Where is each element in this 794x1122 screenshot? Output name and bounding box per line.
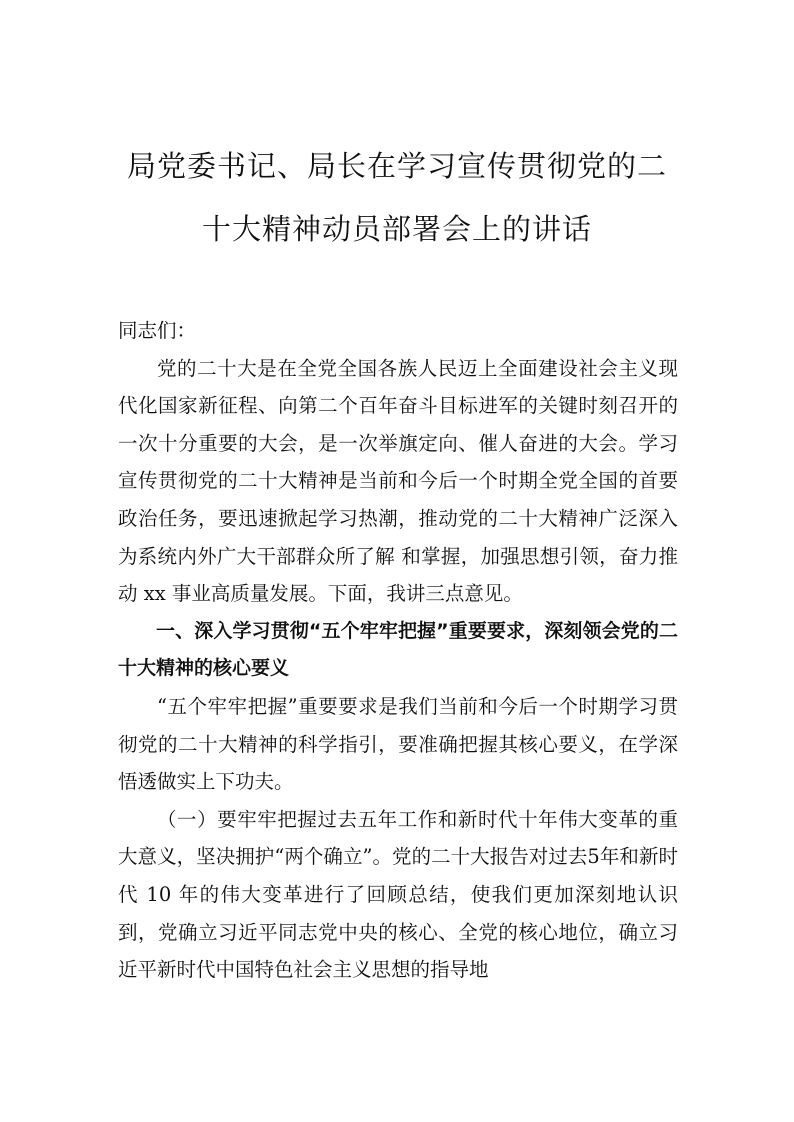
document-title-line-1: 局党委书记、局长在学习宣传贯彻党的二	[126, 149, 667, 183]
section-heading: 一、深入学习贯彻“五个牢牢把握”重要要求，深刻领会党的二十大精神的核心要义	[118, 619, 678, 680]
salutation: 同志们：	[118, 319, 197, 342]
subsection-paragraph: （一）要牢牢把握过去五年工作和新时代十年伟大变革的重大意义，坚决拥护“两个确立”。党的二十大报告对过去5年和新时代 10 年的伟大变革进行了回顾总结，使我们更加深刻地认识到，党确立习近平同志党中央的核心、全党的核心地位，确立习近平新时代中国特色社会主义思想的指导地	[118, 807, 678, 982]
body-paragraph: 党的二十大是在全党全国各族人民迈上全面建设社会主义现代化国家新征程、向第二个百年奋斗目标进军的关键时刻召开的一次十分重要的大会，是一次举旗定向、催人奋进的大会。学习宣传贯彻党的二十大精神是当前和今后一个时期全党全国的首要政治任务，要迅速掀起学习热潮，推动党的二十大精神广泛深入为系统内外广大干部群众所了解 和掌握，加强思想引领，奋力推动 xx 事业高质量发展。下面，我讲三点意见。	[118, 356, 678, 606]
section-intro-paragraph: “五个牢牢把握”重要要求是我们当前和今后一个时期学习贯彻党的二十大精神的科学指引，要准确把握其核心要义，在学深悟透做实上下功夫。	[118, 694, 678, 794]
document-title-line-2: 十大精神动员部署会上的讲话	[201, 212, 592, 246]
document-body	[118, 312, 678, 989]
